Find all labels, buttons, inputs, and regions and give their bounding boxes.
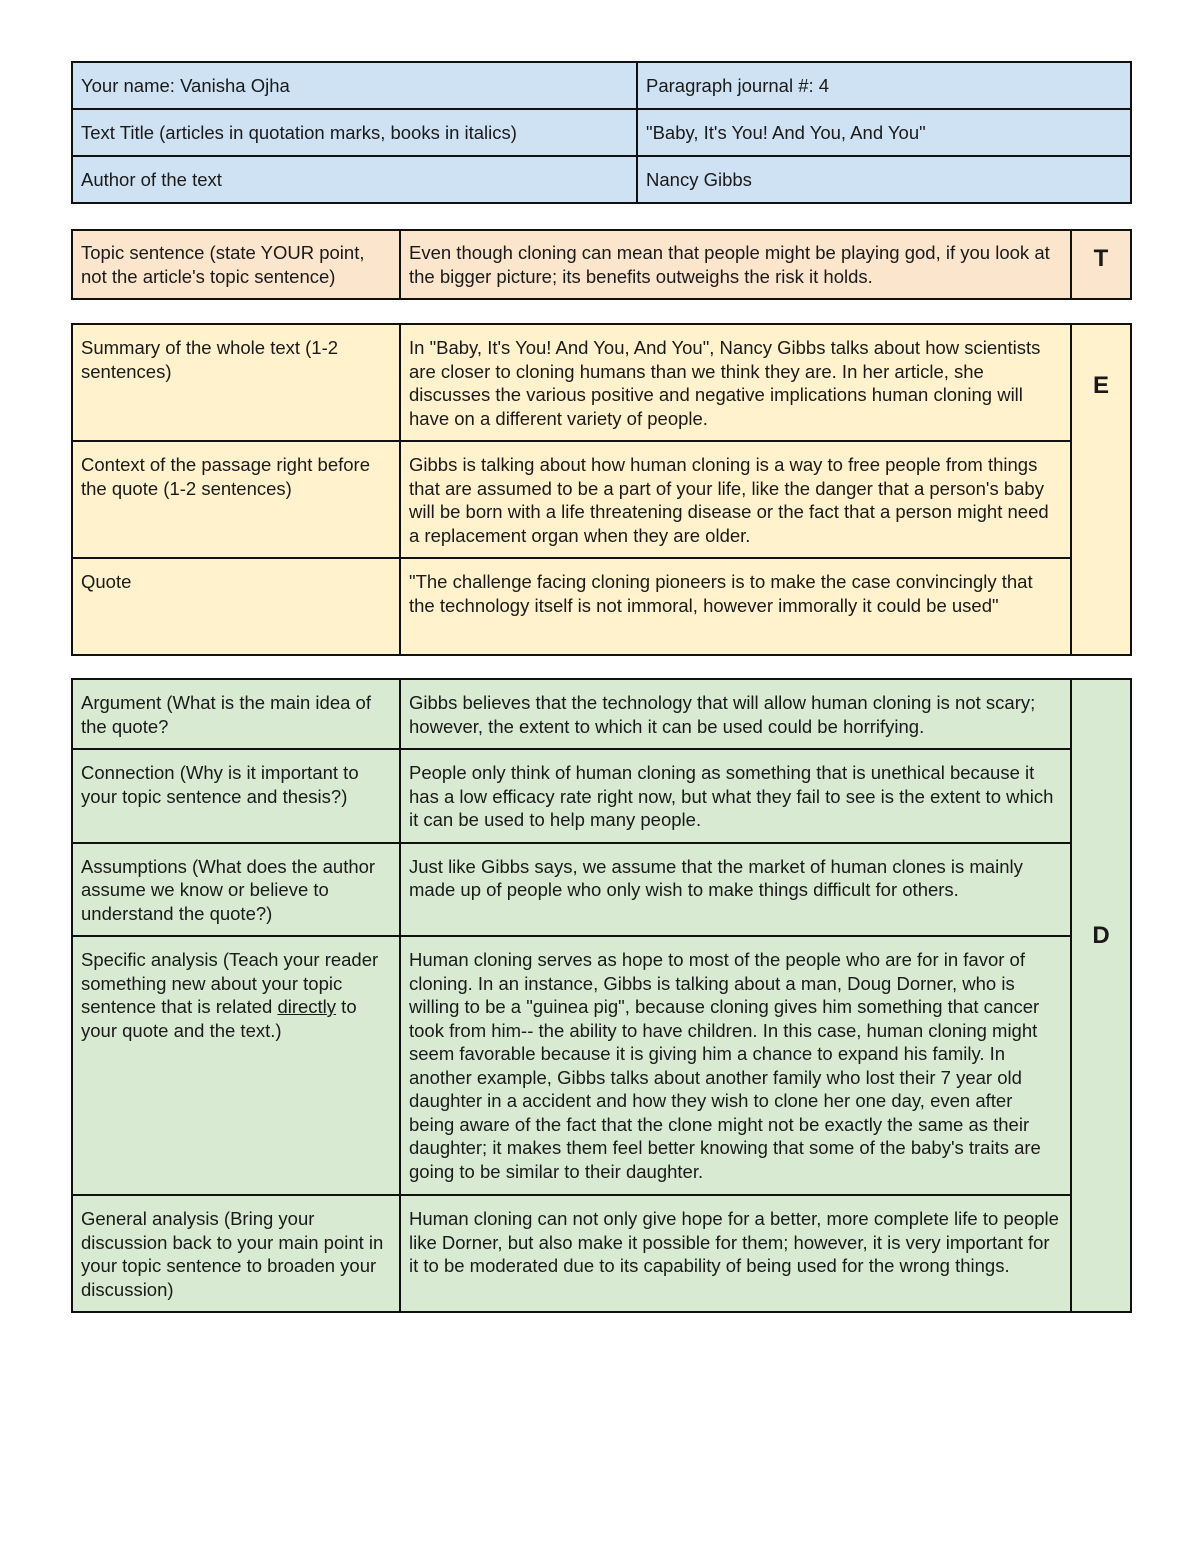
author-value: Nancy Gibbs xyxy=(637,156,1131,203)
evidence-table xyxy=(71,323,1132,656)
journal-number-cell: Paragraph journal #: 4 xyxy=(637,62,1131,109)
specific-analysis-value: Human cloning serves as hope to most of the people who are for in favor of cloning. In an instance, Gibbs is talking about a man, Doug Dorner, who is willing to be a "guinea pig", because cloning gives him something that cancer took from him-- the ability to have children. In this case, human cloning might seem favorable because it is giving him a chance to expand his family. In another example, Gibbs talks about another family who lost their 7 year old daughter in a accident and how they wish to clone her one day, even after being aware of the fact that the clone might not be exactly the same as their daughter; it makes them feel better knowing that some of the baby's traits are going to be similar to their daughter. xyxy=(400,936,1071,1195)
connection-value: People only think of human cloning as something that is unethical because it has a low efficacy rate right now, but what they fail to see is the extent to which it can be used to help many people. xyxy=(400,749,1071,843)
summary-label: Summary of the whole text (1-2 sentences) xyxy=(72,324,400,441)
evidence-letter xyxy=(1071,324,1131,655)
topic-table xyxy=(71,229,1132,300)
context-value: Gibbs is talking about how human cloning is a way to free people from things that are assumed to be a part of your life, like the danger that a person's baby will be born with a life threatening disease or the fact that a person might need a replacement organ when they are older. xyxy=(400,441,1071,558)
argument-value: Gibbs believes that the technology that will allow human cloning is not scary; however, the extent to which it can be used could be horrifying. xyxy=(400,679,1071,749)
general-analysis-value: Human cloning can not only give hope for a better, more complete life to people like Dorner, but also make it possible for them; however, it is very important for it to be moderated due to its capability of being used for the wrong things. xyxy=(400,1195,1071,1312)
discussion-letter xyxy=(1071,679,1131,1312)
topic-letter: T xyxy=(1071,230,1131,299)
header-table xyxy=(71,61,1132,204)
topic-sentence-label: Topic sentence (state YOUR point, not the article's topic sentence) xyxy=(72,230,400,299)
quote-label: Quote xyxy=(72,558,400,655)
student-name-cell: Your name: Vanisha Ojha xyxy=(72,62,637,109)
author-label: Author of the text xyxy=(72,156,637,203)
assumptions-label: Assumptions (What does the author assume we know or believe to understand the quote?) xyxy=(72,843,400,937)
specific-analysis-label xyxy=(72,936,400,1195)
connection-label: Connection (Why is it important to your topic sentence and thesis?) xyxy=(72,749,400,843)
discussion-table xyxy=(71,678,1132,1313)
text-title-label: Text Title (articles in quotation marks, books in italics) xyxy=(72,109,637,156)
general-analysis-label: General analysis (Bring your discussion back to your main point in your topic sentence to broaden your discussion) xyxy=(72,1195,400,1312)
specific-analysis-label-end: to your quote and the text.) xyxy=(81,996,357,1041)
context-label: Context of the passage right before the quote (1-2 sentences) xyxy=(72,441,400,558)
summary-value: In "Baby, It's You! And You, And You", Nancy Gibbs talks about how scientists are closer to cloning humans than we think they are. In her article, she discusses the various positive and negative implications human cloning will have on a different variety of people. xyxy=(400,324,1071,441)
evidence-letter-text: E xyxy=(1092,372,1109,400)
quote-value: "The challenge facing cloning pioneers is to make the case convincingly that the technology itself is not immoral, however immorally it could be used" xyxy=(400,558,1071,655)
specific-analysis-label-underlined: directly xyxy=(277,996,337,1017)
specific-analysis-label-start: Specific analysis (Teach your reader something new about your topic sentence that is related xyxy=(81,949,379,1017)
topic-sentence-value: Even though cloning can mean that people might be playing god, if you look at the bigger picture; its benefits outweighs the risk it holds. xyxy=(400,230,1071,299)
assumptions-value: Just like Gibbs says, we assume that the market of human clones is mainly made up of people who only wish to make things difficult for others. xyxy=(400,843,1071,937)
text-title-value: "Baby, It's You! And You, And You" xyxy=(637,109,1131,156)
discussion-letter-text: D xyxy=(1092,922,1110,950)
argument-label: Argument (What is the main idea of the quote? xyxy=(72,679,400,749)
